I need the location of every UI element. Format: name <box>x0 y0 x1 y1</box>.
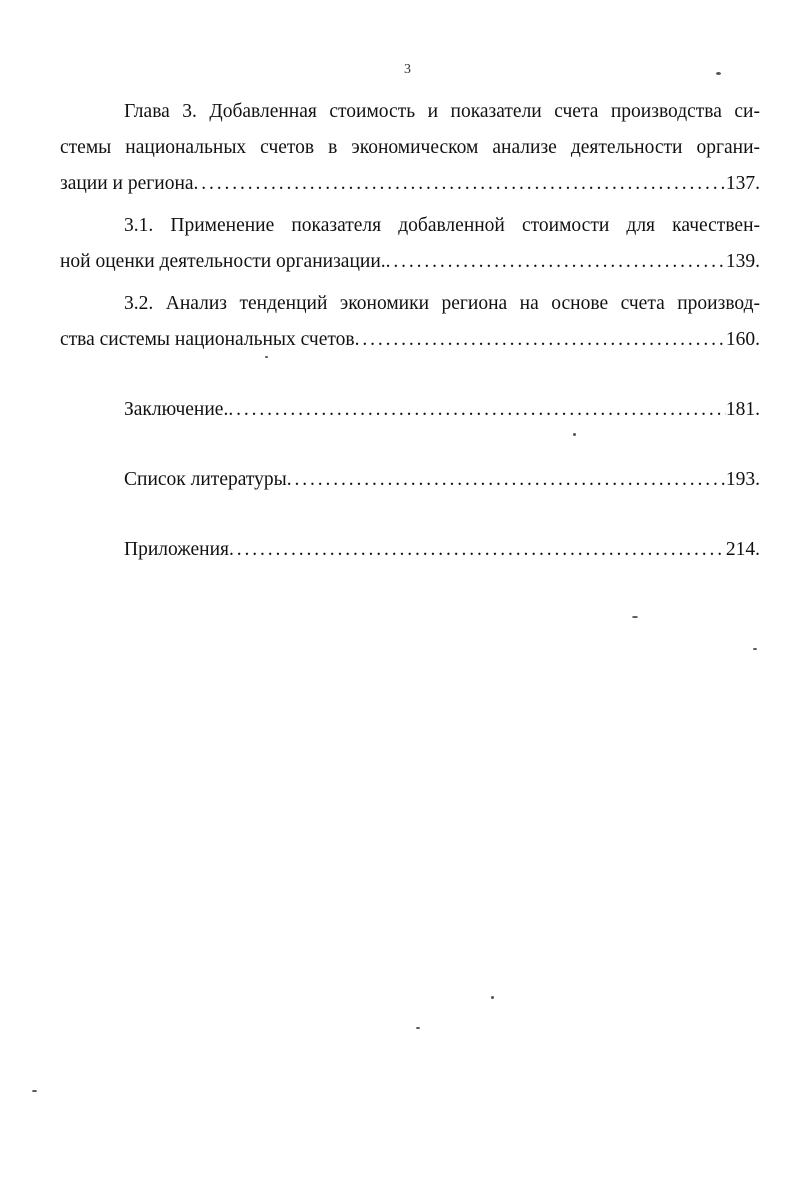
toc-entry-section-3-2 <box>60 286 760 358</box>
page-number: 3 <box>404 62 411 77</box>
toc-entry-chapter-3 <box>60 94 760 202</box>
scan-speck <box>265 356 268 358</box>
toc-entry-final-line <box>60 166 760 202</box>
toc-entry-text: Заключение. <box>124 399 229 420</box>
toc-entry-line: 3.2. Анализ тенденций экономики региона на основе счета производ- <box>124 293 760 314</box>
scan-speck <box>416 1027 420 1029</box>
scan-speck <box>573 433 576 436</box>
toc-entry-text: ства системы национальных счетов <box>60 329 355 350</box>
toc-entry-line: 3.1. Применение показателя добавленной стоимости для качествен- <box>124 215 760 236</box>
toc-page-number: 137. <box>725 173 760 194</box>
dot-leader <box>229 532 726 568</box>
scan-speck <box>753 648 757 650</box>
toc-page-number: 193. <box>725 469 760 490</box>
dot-leader <box>194 166 726 202</box>
toc-entry-final-line <box>60 322 760 358</box>
table-of-contents <box>60 94 760 568</box>
toc-entry-appendices <box>60 532 760 568</box>
toc-page-number: 139. <box>725 251 760 272</box>
toc-entry-text: Приложения <box>124 539 229 560</box>
toc-page-number: 160. <box>725 329 760 350</box>
toc-entry-text: зации и региона <box>60 173 194 194</box>
toc-entry-final-line <box>60 244 760 280</box>
dot-leader <box>355 322 726 358</box>
toc-entry-final-line <box>60 532 760 568</box>
toc-entry-final-line <box>60 392 760 428</box>
toc-page-number: 214. <box>725 539 760 560</box>
toc-entry-conclusion <box>60 392 760 428</box>
toc-entry-final-line <box>60 462 760 498</box>
scan-speck <box>632 616 638 618</box>
toc-entry-text: ной оценки деятельности организации. <box>60 251 386 272</box>
toc-entry-references <box>60 462 760 498</box>
scan-speck <box>32 1090 37 1092</box>
toc-page-number: 181. <box>725 399 760 420</box>
dot-leader <box>287 462 726 498</box>
toc-entry-line: стемы национальных счетов в экономическом анализе деятельности органи- <box>60 137 760 158</box>
dot-leader <box>386 244 726 280</box>
toc-entry-line: Глава 3. Добавленная стоимость и показатели счета производства си- <box>124 101 760 122</box>
dot-leader <box>228 392 726 428</box>
scan-speck <box>716 72 721 75</box>
scan-speck <box>491 996 494 999</box>
toc-entry-text: Список литературы <box>124 469 287 490</box>
toc-entry-section-3-1 <box>60 208 760 280</box>
